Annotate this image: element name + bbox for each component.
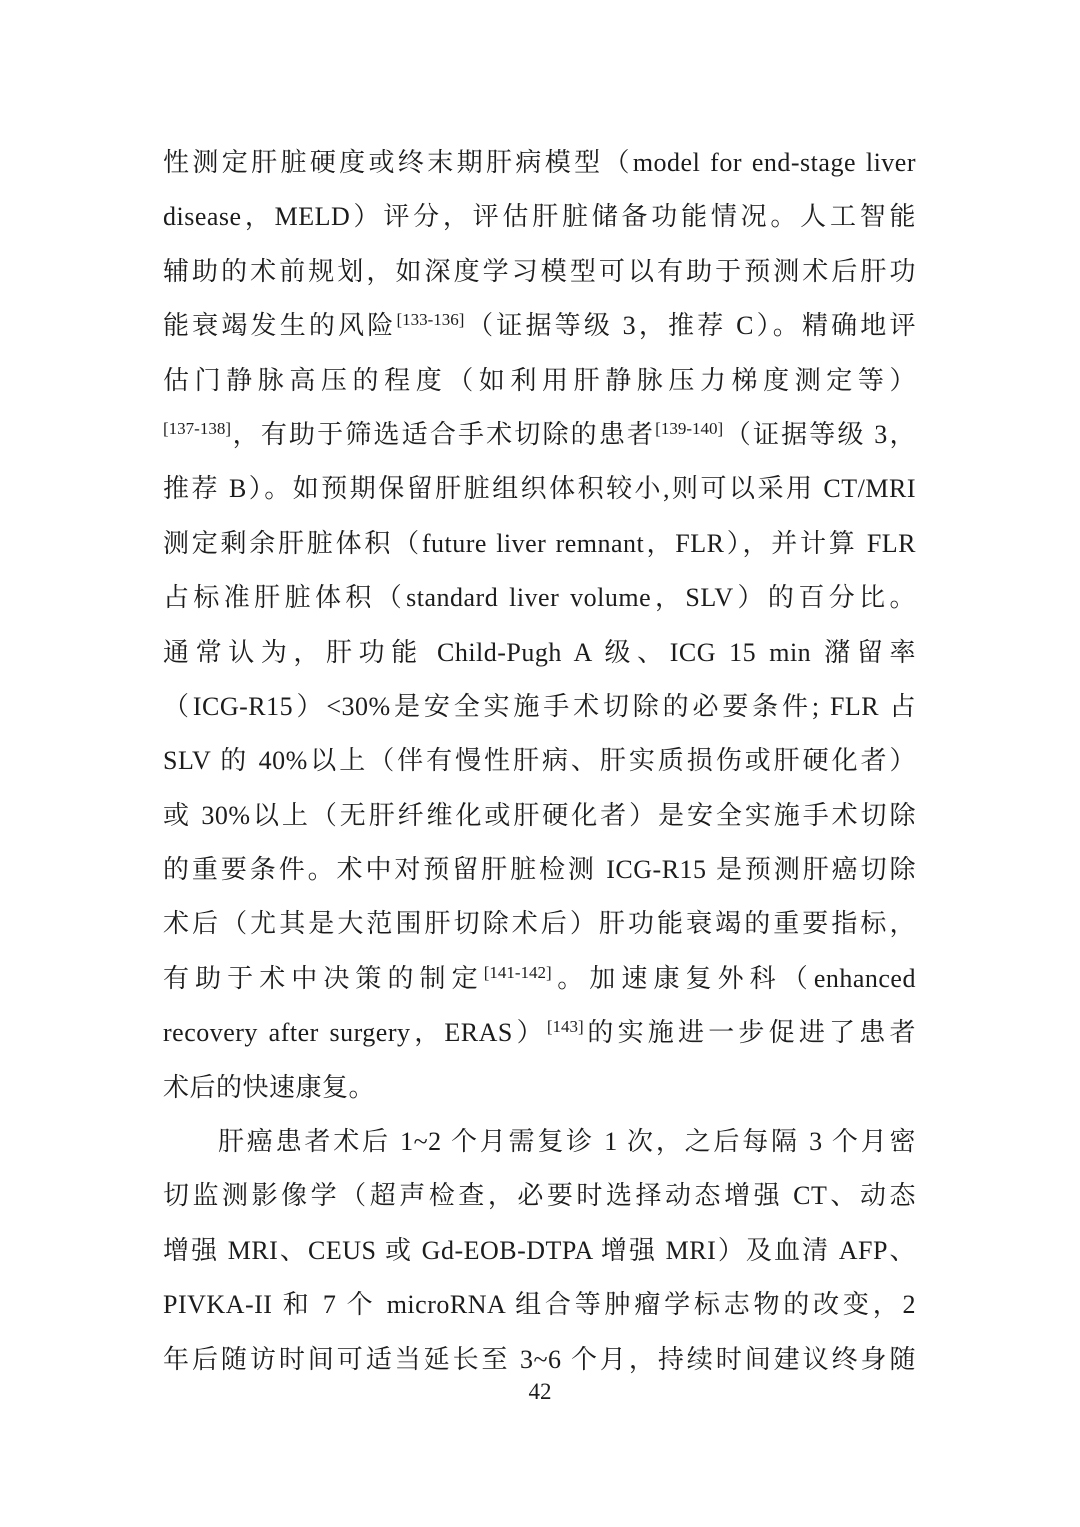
text-line xyxy=(163,462,916,516)
text-line xyxy=(163,1115,916,1169)
text-line xyxy=(163,354,916,408)
text-segment: 性测定肝脏硬度或终末期肝病模型（model for end-stage liver xyxy=(163,148,916,177)
citation-superscript: [133-136] xyxy=(396,310,465,330)
text-segment: 的重要条件。术中对预留肝脏检测 ICG-R15 是预测肝癌切除 xyxy=(163,855,916,885)
page-number: 42 xyxy=(528,1379,552,1404)
citation-superscript: [141-142] xyxy=(483,962,552,982)
text-segment: 的实施进一步促进了患者 xyxy=(583,1018,916,1048)
text-line xyxy=(163,245,916,299)
text-segment: ，有助于筛选适合手术切除的患者 xyxy=(230,419,656,449)
citation-superscript: [137-138] xyxy=(163,418,231,438)
text-segment: 占标准肝脏体积（standard liver volume，SLV）的百分比。 xyxy=(163,583,916,613)
text-segment: 有助于术中决策的制定 xyxy=(163,963,484,993)
text-segment: 测定剩余肝脏体积（future liver remnant，FLR），并计算 FLR xyxy=(163,528,916,558)
text-segment: （证据等级 3， xyxy=(723,419,916,449)
text-line xyxy=(163,1224,916,1278)
text-line xyxy=(163,1278,916,1332)
text-line xyxy=(163,1006,916,1060)
text-segment: 或 30%以上（无肝纤维化或肝硬化者）是安全实施手术切除 xyxy=(163,800,916,830)
text-line xyxy=(163,897,916,951)
text-segment: 术后（尤其是大范围肝切除术后）肝功能衰竭的重要指标， xyxy=(163,909,916,939)
text-segment: PIVKA-II 和 7 个 microRNA 组合等肿瘤学标志物的改变，2 xyxy=(163,1290,916,1320)
text-segment: SLV 的 40%以上（伴有慢性肝病、肝实质损伤或肝硬化者） xyxy=(163,746,916,776)
text-segment: （证据等级 3，推荐 C）。精确地评 xyxy=(464,311,916,341)
text-segment: 能衰竭发生的风险 xyxy=(163,311,397,341)
text-segment: disease，MELD）评分，评估肝脏储备功能情况。人工智能 xyxy=(163,202,916,232)
text-line xyxy=(163,517,916,571)
text-segment: 肝癌患者术后 1~2 个月需复诊 1 次，之后每隔 3 个月密 xyxy=(218,1127,916,1157)
text-segment: 年后随访时间可适当延长至 3~6 个月，持续时间建议终身随 xyxy=(163,1344,916,1374)
text-line xyxy=(163,680,916,734)
text-block xyxy=(163,136,916,1387)
text-segment: （ICG-R15）<30%是安全实施手术切除的必要条件; FLR 占 xyxy=(163,691,916,721)
text-line xyxy=(163,190,916,244)
citation-superscript: [143] xyxy=(546,1017,584,1037)
text-line xyxy=(163,571,916,625)
text-segment: 。加速康复外科（enhanced xyxy=(551,963,916,993)
text-line xyxy=(163,408,916,462)
text-line xyxy=(163,1169,916,1223)
text-line xyxy=(163,734,916,788)
text-line xyxy=(163,299,916,353)
text-segment: 通常认为，肝功能 Child-Pugh A 级、ICG 15 min 潴留率 xyxy=(163,637,916,667)
text-segment: recovery after surgery，ERAS） xyxy=(163,1018,547,1048)
text-line xyxy=(163,626,916,680)
text-segment: 术后的快速康复。 xyxy=(163,1072,376,1102)
text-line xyxy=(163,789,916,843)
text-segment: 切监测影像学（超声检查，必要时选择动态增强 CT、动态 xyxy=(163,1181,916,1211)
text-line xyxy=(163,952,916,1006)
citation-superscript: [139-140] xyxy=(655,418,724,438)
text-segment: 估门静脉高压的程度（如利用肝静脉压力梯度测定等） xyxy=(163,365,916,395)
text-segment: 辅助的术前规划，如深度学习模型可以有助于预测术后肝功 xyxy=(163,256,916,286)
text-line xyxy=(163,136,916,190)
text-line xyxy=(163,843,916,897)
text-segment: 推荐 B）。如预期保留肝脏组织体积较小,则可以采用 CT/MRI xyxy=(163,474,916,504)
text-line xyxy=(163,1061,916,1115)
text-segment: 增强 MRI、CEUS 或 Gd-EOB-DTPA 增强 MRI）及血清 AFP、 xyxy=(163,1235,916,1265)
